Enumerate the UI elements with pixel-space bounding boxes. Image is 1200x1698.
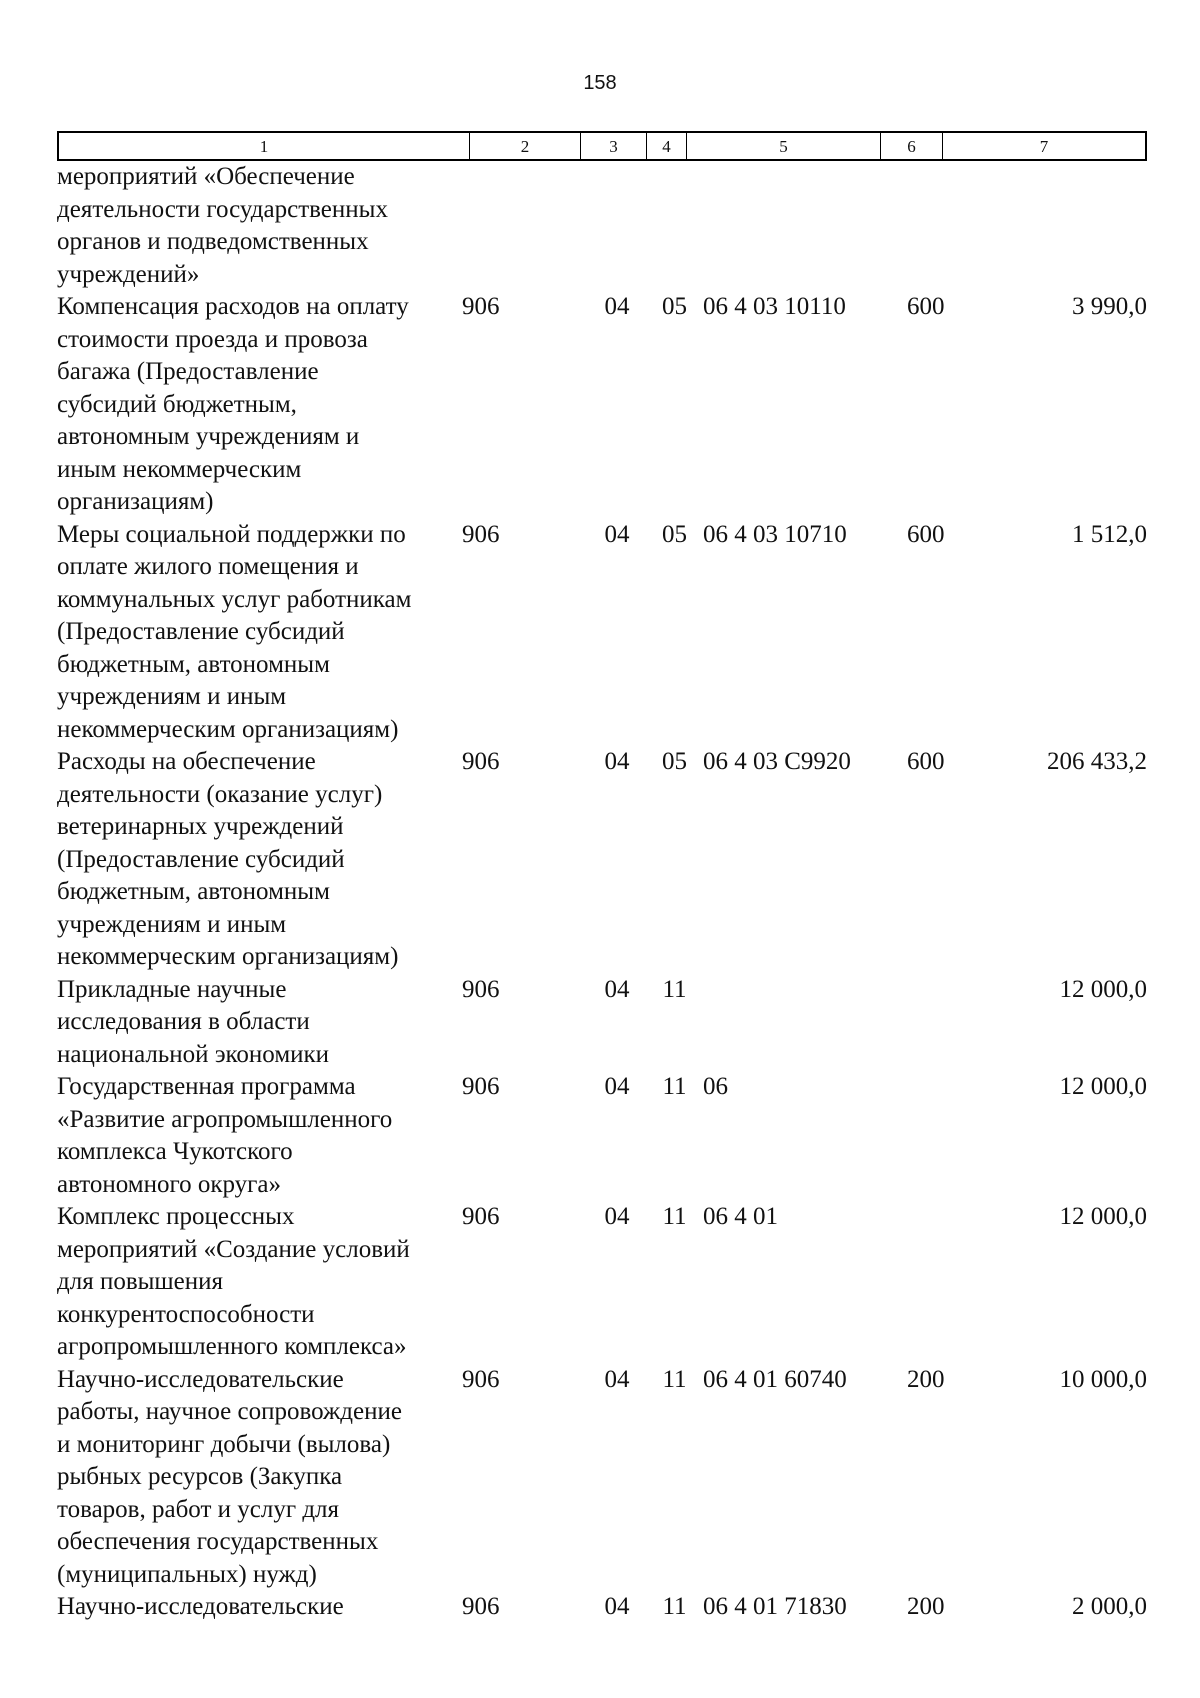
table-row: [57, 1364, 1147, 1592]
row-c4: 05: [662, 748, 687, 775]
row-c2: [462, 161, 582, 291]
row-c7: 3 990,0: [1072, 293, 1147, 320]
row-c4: 11: [662, 1593, 687, 1620]
row-name: Расходы на обеспечение деятельности (оказание услуг) ветеринарных учреждений (Предоставление субсидий бюджетным, автономным учреждениям и иным некоммерческим организациям): [57, 748, 399, 970]
row-c6: 600: [907, 748, 945, 775]
table-row: [57, 161, 1147, 291]
table-row: [57, 1201, 1147, 1364]
row-c7: 12 000,0: [1059, 1203, 1147, 1230]
row-name: Государственная программа «Развитие агропромышленного комплекса Чукотского автономного округа»: [57, 1073, 393, 1198]
row-name: Комплекс процессных мероприятий «Создание условий для повышения конкурентоспособности агропромышленного комплекса»: [57, 1203, 410, 1360]
row-c7: 12 000,0: [1059, 1073, 1147, 1100]
row-c2: 906: [462, 1593, 500, 1620]
row-c3: 04: [604, 1073, 630, 1100]
row-name: Научно-исследовательские работы, научное сопровождение и мониторинг добычи (вылова) рыбных ресурсов (Закупка товаров, работ и услуг для обеспечения государственных (муниципальных) нужд): [57, 1365, 402, 1588]
row-c5: 06: [703, 1073, 728, 1100]
row-c5: [697, 974, 907, 1072]
header-col-3: 3: [581, 133, 647, 159]
row-c7: [967, 161, 1147, 291]
row-c2: 906: [462, 293, 500, 320]
row-c3: 04: [604, 1203, 630, 1230]
table-row: [57, 1591, 1147, 1624]
table-row: [57, 746, 1147, 974]
row-c7: 206 433,2: [1047, 748, 1147, 775]
row-c5: 06 4 01: [703, 1203, 778, 1230]
row-c4: 11: [662, 1203, 687, 1230]
row-c7: 10 000,0: [1059, 1365, 1147, 1393]
table-row: [57, 519, 1147, 747]
header-col-4: 4: [647, 133, 687, 159]
page-number: 158: [583, 72, 617, 94]
table-header-row: [57, 131, 1147, 161]
table-body: [57, 161, 1147, 1624]
row-c5: 06 4 01 71830: [703, 1593, 847, 1620]
row-c6: 600: [907, 520, 945, 548]
row-c5: 06 4 01 60740: [703, 1365, 847, 1393]
table-row: [57, 974, 1147, 1072]
row-c6: 200: [907, 1365, 945, 1393]
row-c4: 11: [662, 1073, 687, 1100]
row-c4: 05: [662, 293, 687, 320]
header-col-2: 2: [470, 133, 581, 159]
row-name: Компенсация расходов на оплату стоимости проезда и провоза багажа (Предоставление субсидий бюджетным, автономным учреждениям и иным некоммерческим организациям): [57, 293, 409, 515]
row-c7: 1 512,0: [1072, 520, 1147, 548]
row-c3: 04: [604, 748, 630, 775]
row-c6: [907, 1201, 967, 1364]
row-c6: [907, 974, 967, 1072]
row-c2: 906: [462, 1073, 500, 1100]
row-c4: 05: [662, 520, 687, 548]
row-c6: [907, 161, 967, 291]
row-c7: 2 000,0: [1072, 1593, 1147, 1620]
row-c4: 11: [662, 1365, 687, 1393]
header-col-5: 5: [687, 133, 881, 159]
table-row: [57, 291, 1147, 519]
row-name: Меры социальной поддержки по оплате жилого помещения и коммунальных услуг работникам (Предоставление субсидий бюджетным, автономным учреждениям и иным некоммерческим организациям): [57, 520, 412, 743]
row-c3: 04: [604, 520, 630, 548]
row-c4: [652, 161, 697, 291]
row-c7: 12 000,0: [1059, 975, 1147, 1003]
header-col-6: 6: [881, 133, 943, 159]
row-c6: 600: [907, 293, 945, 320]
row-c5: 06 4 03 10710: [703, 520, 847, 548]
row-c3: 04: [604, 293, 630, 320]
row-name: Научно-исследовательские: [57, 1593, 344, 1620]
row-c3: [582, 161, 652, 291]
row-c6: [907, 1071, 967, 1201]
row-c2: 906: [462, 1203, 500, 1230]
row-c2: 906: [462, 748, 500, 775]
header-col-7: 7: [1039, 137, 1049, 156]
row-c3: 04: [604, 1593, 630, 1620]
row-c4: 11: [662, 975, 687, 1003]
row-name: мероприятий «Обеспечение деятельности государственных органов и подведомственных учреждений»: [57, 163, 388, 288]
table-row: [57, 1071, 1147, 1201]
row-name: Прикладные научные исследования в области национальной экономики: [57, 975, 330, 1068]
row-c3: 04: [604, 975, 630, 1003]
row-c5: [697, 161, 907, 291]
row-c3: 04: [604, 1365, 630, 1393]
row-c2: 906: [462, 975, 500, 1003]
row-c6: 200: [907, 1593, 945, 1620]
row-c2: 906: [462, 1365, 500, 1393]
header-col-1: 1: [59, 133, 470, 159]
row-c5: 06 4 03 С9920: [703, 748, 851, 775]
row-c2: 906: [462, 520, 500, 548]
row-c5: 06 4 03 10110: [703, 293, 846, 320]
